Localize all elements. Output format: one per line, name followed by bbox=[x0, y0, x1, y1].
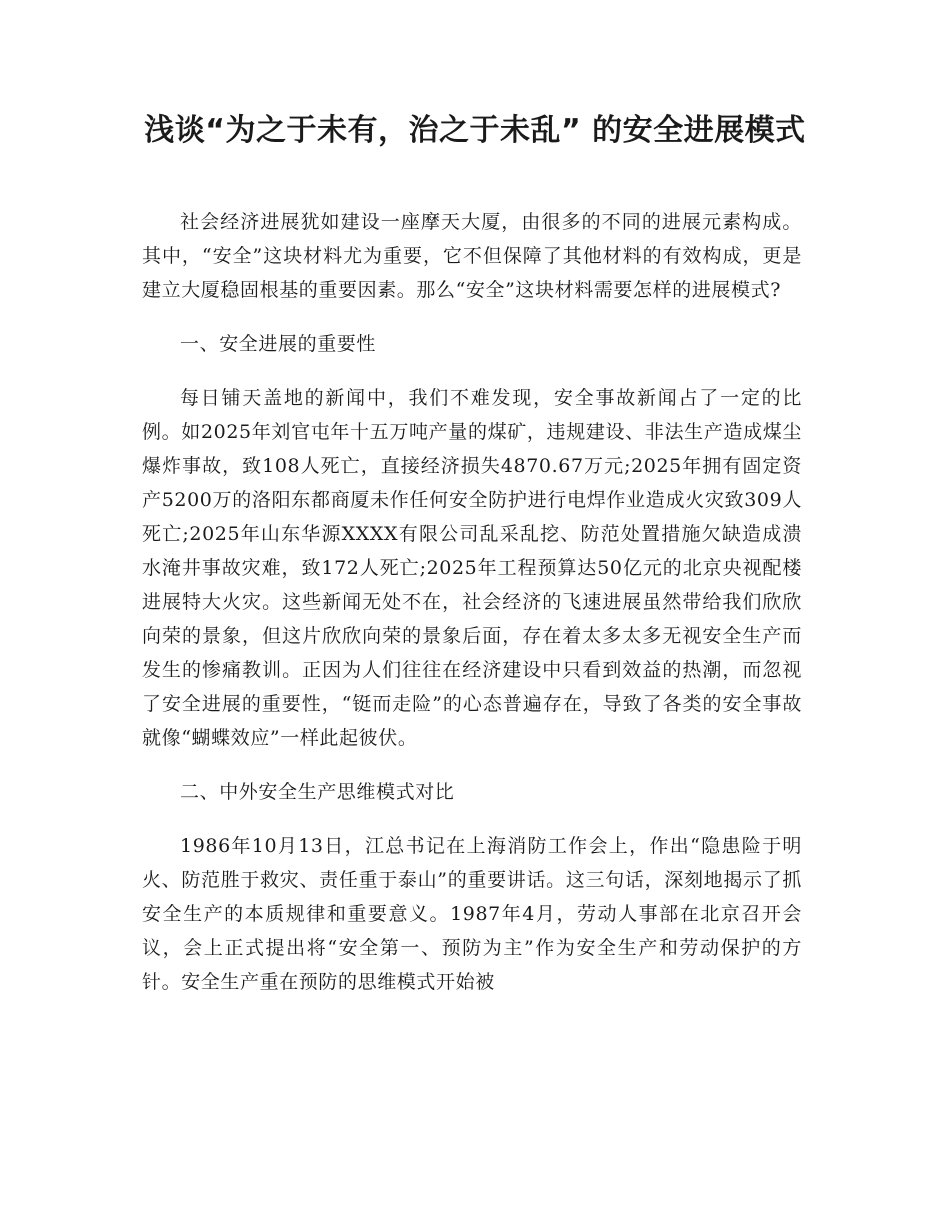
section-heading-1: 一、安全进展的重要性 bbox=[180, 333, 377, 355]
document-title: 浅谈“为之于未有，治之于未乱” 的安全进展模式 bbox=[144, 113, 806, 148]
spacer bbox=[142, 307, 802, 327]
spacer bbox=[142, 809, 802, 829]
spacer bbox=[142, 361, 802, 381]
document-body bbox=[142, 205, 802, 999]
spacer bbox=[142, 755, 802, 775]
section-heading-2: 二、中外安全生产思维模式对比 bbox=[180, 781, 455, 803]
intro-paragraph: 社会经济进展犹如建设一座摩天大厦，由很多的不同的进展元素构成。其中，“安全”这块材料尤为重要，它不但保障了其他材料的有效构成，更是建立大厦稳固根基的重要因素。那么“安全”这块材料需要怎样的进展模式? bbox=[142, 211, 802, 301]
section-1-paragraph: 每日铺天盖地的新闻中，我们不难发现，安全事故新闻占了一定的比例。如2025年刘官屯年十五万吨产量的煤矿，违规建设、非法生产造成煤尘爆炸事故，致108人死亡，直接经济损失4870.67万元;2025年拥有固定资产5200万的洛阳东都商厦未作任何安全防护进行电焊作业造成火灾致309人死亡;2025年山东华源XXXX有限公司乱采乱挖、防范处置措施欠缺造成溃水淹井事故灾难，致172人死亡;2025年工程预算达50亿元的北京央视配楼进展特大火灾。这些新闻无处不在，社会经济的飞速进展虽然带给我们欣欣向荣的景象，但这片欣欣向荣的景象后面，存在着太多太多无视安全生产而发生的惨痛教训。正因为人们往往在经济建设中只看到效益的热潮，而忽视了安全进展的重要性，“铤而走险”的心态普遍存在，导致了各类的安全事故就像“蝴蝶效应”一样此起彼伏。 bbox=[142, 387, 802, 749]
section-2-paragraph: 1986年10月13日，江总书记在上海消防工作会上，作出“隐患险于明火、防范胜于救灾、责任重于泰山”的重要讲话。这三句话，深刻地揭示了抓安全生产的本质规律和重要意义。1987年4月，劳动人事部在北京召开会议，会上正式提出将“安全第一、预防为主”作为安全生产和劳动保护的方针。安全生产重在预防的思维模式开始被 bbox=[142, 835, 802, 993]
